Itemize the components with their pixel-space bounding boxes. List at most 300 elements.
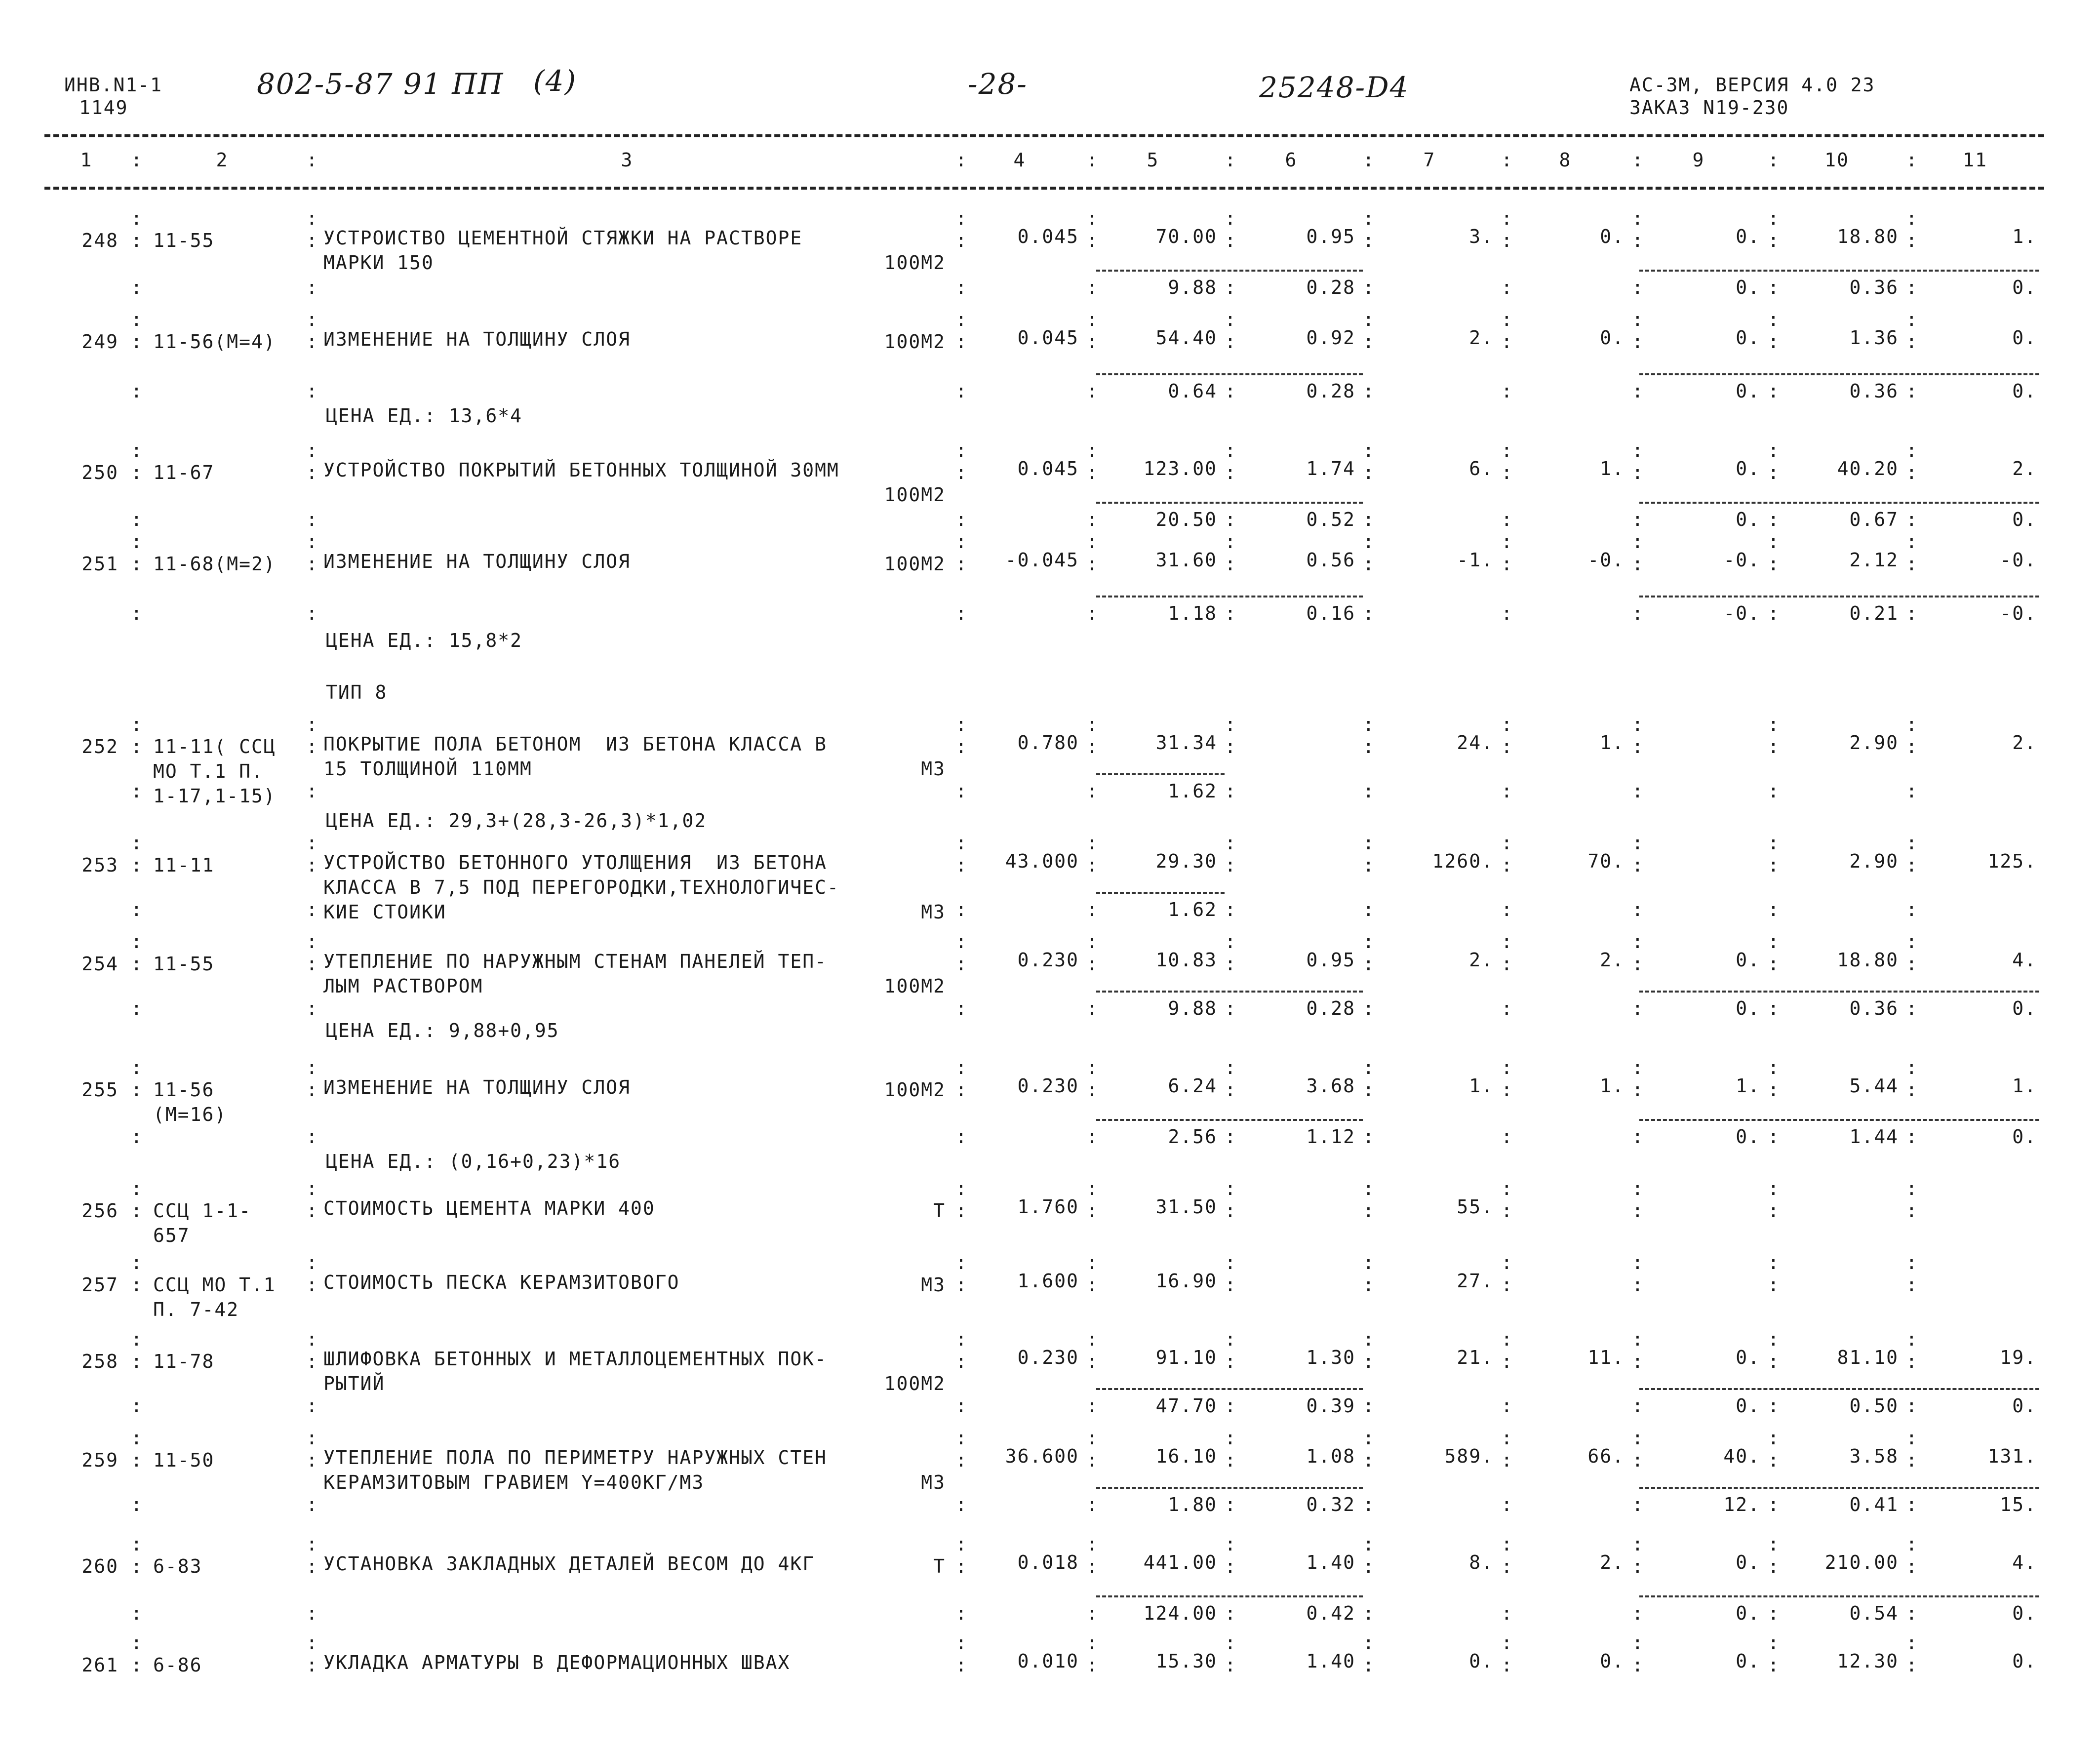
column-separator: : bbox=[1501, 309, 1513, 330]
column-header-9: 9 bbox=[1692, 149, 1705, 171]
column-separator: : bbox=[1501, 230, 1513, 251]
column-separator: : bbox=[1768, 1252, 1780, 1273]
column-separator: : bbox=[1363, 230, 1375, 251]
column-separator: : bbox=[1225, 1057, 1237, 1078]
column-separator: : bbox=[1906, 380, 1918, 402]
subcell-s6: 1.12 bbox=[1306, 1126, 1355, 1148]
cell-c8: 0. bbox=[1600, 226, 1625, 247]
cell-c4: 36.600 bbox=[1005, 1445, 1079, 1467]
column-separator: : bbox=[131, 1427, 143, 1449]
column-separator: : bbox=[131, 277, 143, 298]
subcell-s11: 0. bbox=[2012, 1395, 2037, 1417]
column-separator: : bbox=[1768, 149, 1780, 171]
sub-divider bbox=[1096, 892, 1225, 894]
cell-c9: 0. bbox=[1736, 1347, 1760, 1368]
row-code: 1-17,1-15) bbox=[153, 785, 276, 807]
cell-c10: 2.12 bbox=[1849, 549, 1899, 571]
sub-divider bbox=[1096, 373, 1363, 375]
column-separator: : bbox=[1768, 1395, 1780, 1417]
column-separator: : bbox=[131, 1494, 143, 1515]
column-separator: : bbox=[1632, 531, 1644, 553]
cell-c7: 24. bbox=[1457, 732, 1494, 754]
row-unit: 100М2 bbox=[884, 484, 946, 506]
column-separator: : bbox=[1632, 1351, 1644, 1372]
row-description: ИЗМЕНЕНИЕ НА ТОЛЩИНУ СЛОЯ bbox=[323, 551, 631, 572]
column-header-8: 8 bbox=[1559, 149, 1572, 171]
column-separator: : bbox=[1225, 899, 1237, 920]
subcell-s9: 0. bbox=[1736, 509, 1760, 530]
column-separator: : bbox=[1632, 736, 1644, 757]
row-description: КЕРАМЗИТОВЫМ ГРАВИЕМ Y=400КГ/М3 bbox=[323, 1472, 705, 1493]
cell-c9: 40. bbox=[1723, 1445, 1760, 1467]
column-separator: : bbox=[306, 1654, 318, 1676]
cell-c10: 40.20 bbox=[1837, 458, 1899, 479]
column-separator: : bbox=[1225, 509, 1237, 530]
column-separator: : bbox=[1632, 931, 1644, 953]
column-separator: : bbox=[1768, 1328, 1780, 1350]
cell-c9: -0. bbox=[1723, 549, 1760, 571]
column-separator: : bbox=[306, 553, 318, 575]
column-separator: : bbox=[131, 780, 143, 802]
row-description: ПОКРЫТИЕ ПОЛА БЕТОНОМ ИЗ БЕТОНА КЛАССА В bbox=[323, 733, 827, 755]
column-separator: : bbox=[1906, 439, 1918, 461]
column-separator: : bbox=[1501, 553, 1513, 575]
column-separator: : bbox=[1086, 736, 1099, 757]
unit-price-note: ЦЕНА ЕД.: 9,88+0,95 bbox=[326, 1020, 559, 1041]
subcell-s9: -0. bbox=[1723, 602, 1760, 624]
cell-c10: 3.58 bbox=[1849, 1445, 1899, 1467]
column-separator: : bbox=[131, 230, 143, 251]
column-separator: : bbox=[306, 736, 318, 757]
cell-c4: 43.000 bbox=[1005, 850, 1079, 872]
column-separator: : bbox=[1086, 854, 1099, 876]
column-separator: : bbox=[955, 509, 968, 530]
column-separator: : bbox=[955, 1449, 968, 1471]
column-separator: : bbox=[1906, 230, 1918, 251]
unit-price-note: ЦЕНА ЕД.: 29,3+(28,3-26,3)*1,02 bbox=[326, 810, 707, 832]
column-separator: : bbox=[1501, 207, 1513, 229]
column-separator: : bbox=[955, 1533, 968, 1555]
column-separator: : bbox=[131, 1654, 143, 1676]
column-separator: : bbox=[1225, 309, 1237, 330]
column-separator: : bbox=[1632, 230, 1644, 251]
column-separator: : bbox=[131, 1351, 143, 1372]
column-separator: : bbox=[306, 714, 318, 735]
sub-divider bbox=[1096, 270, 1363, 272]
column-separator: : bbox=[1768, 1533, 1780, 1555]
column-separator: : bbox=[131, 1328, 143, 1350]
column-separator: : bbox=[955, 854, 968, 876]
row-code: МО Т.1 П. bbox=[153, 760, 264, 782]
column-separator: : bbox=[131, 1079, 143, 1101]
column-separator: : bbox=[955, 1654, 968, 1676]
row-description: УСТРОЙСТВО БЕТОННОГО УТОЛЩЕНИЯ ИЗ БЕТОНА bbox=[323, 852, 827, 874]
sub-divider bbox=[1096, 773, 1225, 775]
column-separator: : bbox=[306, 1252, 318, 1273]
row-unit: 100М2 bbox=[884, 553, 946, 575]
column-separator: : bbox=[1363, 953, 1375, 975]
column-separator: : bbox=[1768, 1126, 1780, 1148]
cell-c4: 0.018 bbox=[1017, 1551, 1079, 1573]
column-separator: : bbox=[306, 1632, 318, 1654]
column-separator: : bbox=[955, 462, 968, 483]
cell-c6: 1.74 bbox=[1306, 458, 1355, 479]
column-separator: : bbox=[1768, 1494, 1780, 1515]
column-separator: : bbox=[1768, 1351, 1780, 1372]
column-separator: : bbox=[1225, 602, 1237, 624]
column-separator: : bbox=[1632, 1178, 1644, 1199]
cell-c7: 2. bbox=[1469, 327, 1494, 349]
column-separator: : bbox=[1632, 953, 1644, 975]
column-header-4: 4 bbox=[1013, 149, 1026, 171]
column-separator: : bbox=[306, 1328, 318, 1350]
column-separator: : bbox=[1768, 602, 1780, 624]
subcell-s9: 0. bbox=[1736, 1395, 1760, 1417]
column-separator: : bbox=[1225, 207, 1237, 229]
column-separator: : bbox=[131, 553, 143, 575]
column-separator: : bbox=[1632, 1602, 1644, 1624]
column-separator: : bbox=[131, 1632, 143, 1654]
cell-c10: 5.44 bbox=[1849, 1075, 1899, 1097]
column-separator: : bbox=[955, 1252, 968, 1273]
cell-c11: 125. bbox=[1987, 850, 2037, 872]
column-separator: : bbox=[1632, 553, 1644, 575]
column-separator: : bbox=[1363, 832, 1375, 854]
column-separator: : bbox=[1086, 832, 1099, 854]
subcell-s11: 0. bbox=[2012, 380, 2037, 402]
inventory-sub: 1149 bbox=[79, 97, 128, 119]
column-separator: : bbox=[1501, 1533, 1513, 1555]
column-separator: : bbox=[1363, 1200, 1375, 1222]
column-separator: : bbox=[1086, 462, 1099, 483]
cell-c9: 0. bbox=[1736, 1551, 1760, 1573]
subcell-s11: -0. bbox=[2000, 602, 2037, 624]
column-separator: : bbox=[131, 953, 143, 975]
subcell-s11: 0. bbox=[2012, 509, 2037, 530]
column-separator: : bbox=[1225, 553, 1237, 575]
row-code: 11-55 bbox=[153, 953, 215, 975]
subcell-s10: 1.44 bbox=[1849, 1126, 1899, 1148]
document-code: 802-5-87 91 ПП bbox=[257, 67, 504, 101]
column-separator: : bbox=[1501, 1602, 1513, 1624]
cell-c10: 1.36 bbox=[1849, 327, 1899, 349]
cell-c11: 0. bbox=[2012, 327, 2037, 349]
row-description: УСТАНОВКА ЗАКЛАДНЫХ ДЕТАЛЕЙ ВЕСОМ ДО 4КГ bbox=[323, 1553, 815, 1575]
column-separator: : bbox=[1906, 553, 1918, 575]
cell-c5: 31.60 bbox=[1155, 549, 1217, 571]
cell-c9: 0. bbox=[1736, 458, 1760, 479]
column-separator: : bbox=[1632, 1427, 1644, 1449]
column-separator: : bbox=[1086, 899, 1099, 920]
column-separator: : bbox=[1225, 1427, 1237, 1449]
sub-divider bbox=[1639, 373, 2039, 375]
cell-c5: 123.00 bbox=[1143, 458, 1217, 479]
column-separator: : bbox=[131, 1178, 143, 1199]
column-separator: : bbox=[1086, 331, 1099, 353]
subcell-s6: 0.16 bbox=[1306, 602, 1355, 624]
cell-c7: 589. bbox=[1444, 1445, 1494, 1467]
column-separator: : bbox=[955, 439, 968, 461]
column-separator: : bbox=[1363, 1328, 1375, 1350]
column-separator: : bbox=[1768, 1274, 1780, 1296]
subcell-s5: 2.56 bbox=[1168, 1126, 1217, 1148]
column-separator: : bbox=[1768, 553, 1780, 575]
column-separator: : bbox=[1768, 1654, 1780, 1676]
column-separator: : bbox=[1501, 854, 1513, 876]
column-separator: : bbox=[1225, 1351, 1237, 1372]
column-separator: : bbox=[1363, 714, 1375, 735]
column-separator: : bbox=[1632, 309, 1644, 330]
column-separator: : bbox=[1501, 1351, 1513, 1372]
column-separator: : bbox=[1632, 149, 1644, 171]
subcell-s11: 0. bbox=[2012, 1602, 2037, 1624]
column-separator: : bbox=[1632, 1079, 1644, 1101]
column-separator: : bbox=[1363, 854, 1375, 876]
column-separator: : bbox=[1906, 602, 1918, 624]
column-separator: : bbox=[1906, 1654, 1918, 1676]
cell-c8: -0. bbox=[1587, 549, 1625, 571]
column-separator: : bbox=[1363, 1494, 1375, 1515]
column-separator: : bbox=[955, 1427, 968, 1449]
column-separator: : bbox=[1086, 149, 1099, 171]
row-description: КЛАССА В 7,5 ПОД ПЕРЕГОРОДКИ,ТЕХНОЛОГИЧЕС- bbox=[323, 876, 839, 898]
cell-c6: 0.92 bbox=[1306, 327, 1355, 349]
column-separator: : bbox=[131, 1555, 143, 1577]
column-separator: : bbox=[955, 832, 968, 854]
column-separator: : bbox=[955, 931, 968, 953]
column-separator: : bbox=[131, 736, 143, 757]
column-separator: : bbox=[1225, 1200, 1237, 1222]
column-separator: : bbox=[1225, 439, 1237, 461]
column-separator: : bbox=[1363, 1274, 1375, 1296]
column-separator: : bbox=[1363, 1632, 1375, 1654]
column-header-2: 2 bbox=[216, 149, 229, 171]
column-separator: : bbox=[131, 531, 143, 553]
column-separator: : bbox=[1768, 1632, 1780, 1654]
column-separator: : bbox=[1363, 931, 1375, 953]
column-separator: : bbox=[1086, 1178, 1099, 1199]
column-separator: : bbox=[1768, 230, 1780, 251]
row-unit: 100М2 bbox=[884, 1373, 946, 1394]
row-number: 260 bbox=[81, 1555, 119, 1577]
column-separator: : bbox=[1225, 953, 1237, 975]
column-separator: : bbox=[1225, 1079, 1237, 1101]
cell-c6: 0.56 bbox=[1306, 549, 1355, 571]
column-separator: : bbox=[1632, 1395, 1644, 1417]
subcell-s9: 0. bbox=[1736, 1126, 1760, 1148]
cell-c10: 2.90 bbox=[1849, 732, 1899, 754]
column-separator: : bbox=[955, 899, 968, 920]
column-separator: : bbox=[1225, 277, 1237, 298]
column-separator: : bbox=[1501, 832, 1513, 854]
column-separator: : bbox=[131, 1057, 143, 1078]
cell-c8: 2. bbox=[1600, 949, 1625, 971]
column-separator: : bbox=[1501, 899, 1513, 920]
row-unit: Т bbox=[933, 1200, 946, 1222]
column-separator: : bbox=[955, 1274, 968, 1296]
row-description: УТЕПЛЕНИЕ ПО НАРУЖНЫМ СТЕНАМ ПАНЕЛЕЙ ТЕП- bbox=[323, 951, 827, 972]
column-separator: : bbox=[1363, 462, 1375, 483]
row-code: 11-50 bbox=[153, 1449, 215, 1471]
column-separator: : bbox=[1768, 1200, 1780, 1222]
column-separator: : bbox=[1768, 1555, 1780, 1577]
row-description: ШЛИФОВКА БЕТОННЫХ И МЕТАЛЛОЦЕМЕНТНЫХ ПОК- bbox=[323, 1348, 827, 1370]
cell-c10: 81.10 bbox=[1837, 1347, 1899, 1368]
cell-c8: 66. bbox=[1587, 1445, 1625, 1467]
column-separator: : bbox=[955, 531, 968, 553]
row-unit: М3 bbox=[921, 1274, 946, 1296]
cell-c10: 12.30 bbox=[1837, 1650, 1899, 1672]
column-separator: : bbox=[1225, 531, 1237, 553]
column-separator: : bbox=[1632, 997, 1644, 1019]
column-separator: : bbox=[1225, 714, 1237, 735]
column-separator: : bbox=[1225, 1494, 1237, 1515]
column-separator: : bbox=[131, 149, 143, 171]
row-unit: М3 bbox=[921, 1472, 946, 1493]
column-separator: : bbox=[1768, 1449, 1780, 1471]
cell-c7: -1. bbox=[1457, 549, 1494, 571]
column-separator: : bbox=[1768, 1427, 1780, 1449]
column-separator: : bbox=[1501, 1274, 1513, 1296]
cell-c4: -0.045 bbox=[1005, 549, 1079, 571]
column-separator: : bbox=[1906, 1178, 1918, 1199]
column-separator: : bbox=[1768, 439, 1780, 461]
column-separator: : bbox=[306, 462, 318, 483]
subcell-s5: 20.50 bbox=[1155, 509, 1217, 530]
column-separator: : bbox=[1906, 149, 1918, 171]
row-number: 254 bbox=[81, 953, 119, 975]
column-separator: : bbox=[1363, 439, 1375, 461]
column-separator: : bbox=[306, 380, 318, 402]
subcell-s11: 0. bbox=[2012, 277, 2037, 298]
cell-c4: 0.230 bbox=[1017, 1347, 1079, 1368]
column-separator: : bbox=[1363, 1427, 1375, 1449]
column-separator: : bbox=[1768, 380, 1780, 402]
column-separator: : bbox=[1906, 899, 1918, 920]
column-header-10: 10 bbox=[1824, 149, 1849, 171]
column-separator: : bbox=[1363, 331, 1375, 353]
row-number: 250 bbox=[81, 462, 119, 483]
column-separator: : bbox=[306, 1395, 318, 1417]
subcell-s9: 0. bbox=[1736, 380, 1760, 402]
column-separator: : bbox=[1501, 1449, 1513, 1471]
column-separator: : bbox=[1906, 1274, 1918, 1296]
column-separator: : bbox=[1906, 1632, 1918, 1654]
page-number: -28- bbox=[968, 67, 1028, 101]
row-description: 15 ТОЛЩИНОЙ 110ММ bbox=[323, 758, 532, 780]
column-separator: : bbox=[1363, 1351, 1375, 1372]
column-separator: : bbox=[1363, 1555, 1375, 1577]
column-separator: : bbox=[1363, 602, 1375, 624]
row-number: 252 bbox=[81, 736, 119, 757]
column-separator: : bbox=[1363, 1602, 1375, 1624]
column-header-5: 5 bbox=[1147, 149, 1159, 171]
column-separator: : bbox=[1632, 277, 1644, 298]
row-code: ССЦ МО Т.1 bbox=[153, 1274, 276, 1296]
column-separator: : bbox=[131, 462, 143, 483]
column-separator: : bbox=[1632, 1449, 1644, 1471]
row-description: СТОИМОСТЬ ЦЕМЕНТА МАРКИ 400 bbox=[323, 1197, 655, 1219]
column-separator: : bbox=[1906, 1427, 1918, 1449]
column-separator: : bbox=[1906, 1533, 1918, 1555]
column-separator: : bbox=[306, 780, 318, 802]
column-separator: : bbox=[306, 1126, 318, 1148]
cell-c7: 8. bbox=[1469, 1551, 1494, 1573]
column-separator: : bbox=[1906, 277, 1918, 298]
column-separator: : bbox=[1225, 1126, 1237, 1148]
cell-c7: 1260. bbox=[1432, 850, 1494, 872]
column-separator: : bbox=[1086, 1351, 1099, 1372]
cell-c9: 0. bbox=[1736, 226, 1760, 247]
cell-c7: 0. bbox=[1469, 1650, 1494, 1672]
row-unit: 100М2 bbox=[884, 975, 946, 997]
column-separator: : bbox=[1501, 380, 1513, 402]
column-separator: : bbox=[1086, 553, 1099, 575]
column-separator: : bbox=[955, 1632, 968, 1654]
column-separator: : bbox=[1501, 439, 1513, 461]
column-separator: : bbox=[955, 997, 968, 1019]
cell-c11: 0. bbox=[2012, 1650, 2037, 1672]
subcell-s9: 12. bbox=[1723, 1494, 1760, 1515]
column-separator: : bbox=[306, 1351, 318, 1372]
column-separator: : bbox=[1768, 531, 1780, 553]
column-header-3: 3 bbox=[621, 149, 634, 171]
subcell-s6: 0.28 bbox=[1306, 997, 1355, 1019]
column-header-11: 11 bbox=[1963, 149, 1987, 171]
column-separator: : bbox=[1086, 439, 1099, 461]
subcell-s11: 0. bbox=[2012, 997, 2037, 1019]
column-separator: : bbox=[306, 1178, 318, 1199]
column-separator: : bbox=[1501, 331, 1513, 353]
column-separator: : bbox=[1086, 1274, 1099, 1296]
column-separator: : bbox=[1086, 309, 1099, 330]
column-separator: : bbox=[1086, 780, 1099, 802]
column-separator: : bbox=[306, 277, 318, 298]
row-unit: М3 bbox=[921, 758, 946, 780]
column-separator: : bbox=[955, 1126, 968, 1148]
cell-c8: 2. bbox=[1600, 1551, 1625, 1573]
column-separator: : bbox=[955, 1079, 968, 1101]
cell-c5: 15.30 bbox=[1155, 1650, 1217, 1672]
column-separator: : bbox=[1768, 207, 1780, 229]
column-separator: : bbox=[1632, 832, 1644, 854]
handwritten-stamp: 25248-D4 bbox=[1259, 71, 1409, 104]
sub-divider bbox=[1639, 270, 2039, 272]
column-separator: : bbox=[1768, 1057, 1780, 1078]
row-code: (M=16) bbox=[153, 1104, 227, 1125]
column-separator: : bbox=[1768, 277, 1780, 298]
column-separator: : bbox=[1225, 1555, 1237, 1577]
column-separator: : bbox=[1225, 1178, 1237, 1199]
column-separator: : bbox=[306, 1057, 318, 1078]
column-separator: : bbox=[1632, 1533, 1644, 1555]
cell-c10: 18.80 bbox=[1837, 949, 1899, 971]
column-separator: : bbox=[1086, 931, 1099, 953]
column-separator: : bbox=[1906, 953, 1918, 975]
unit-price-note: ЦЕНА ЕД.: (0,16+0,23)*16 bbox=[326, 1151, 621, 1172]
column-separator: : bbox=[1906, 509, 1918, 530]
row-code: 11-67 bbox=[153, 462, 215, 483]
cell-c7: 1. bbox=[1469, 1075, 1494, 1097]
subcell-s5: 47.70 bbox=[1155, 1395, 1217, 1417]
column-separator: : bbox=[1906, 1555, 1918, 1577]
row-description: РЫТИЙ bbox=[323, 1373, 385, 1394]
column-separator: : bbox=[1501, 1079, 1513, 1101]
subcell-s6: 0.28 bbox=[1306, 277, 1355, 298]
row-number: 253 bbox=[81, 854, 119, 876]
subcell-s5: 124.00 bbox=[1143, 1602, 1217, 1624]
cell-c5: 31.50 bbox=[1155, 1196, 1217, 1218]
